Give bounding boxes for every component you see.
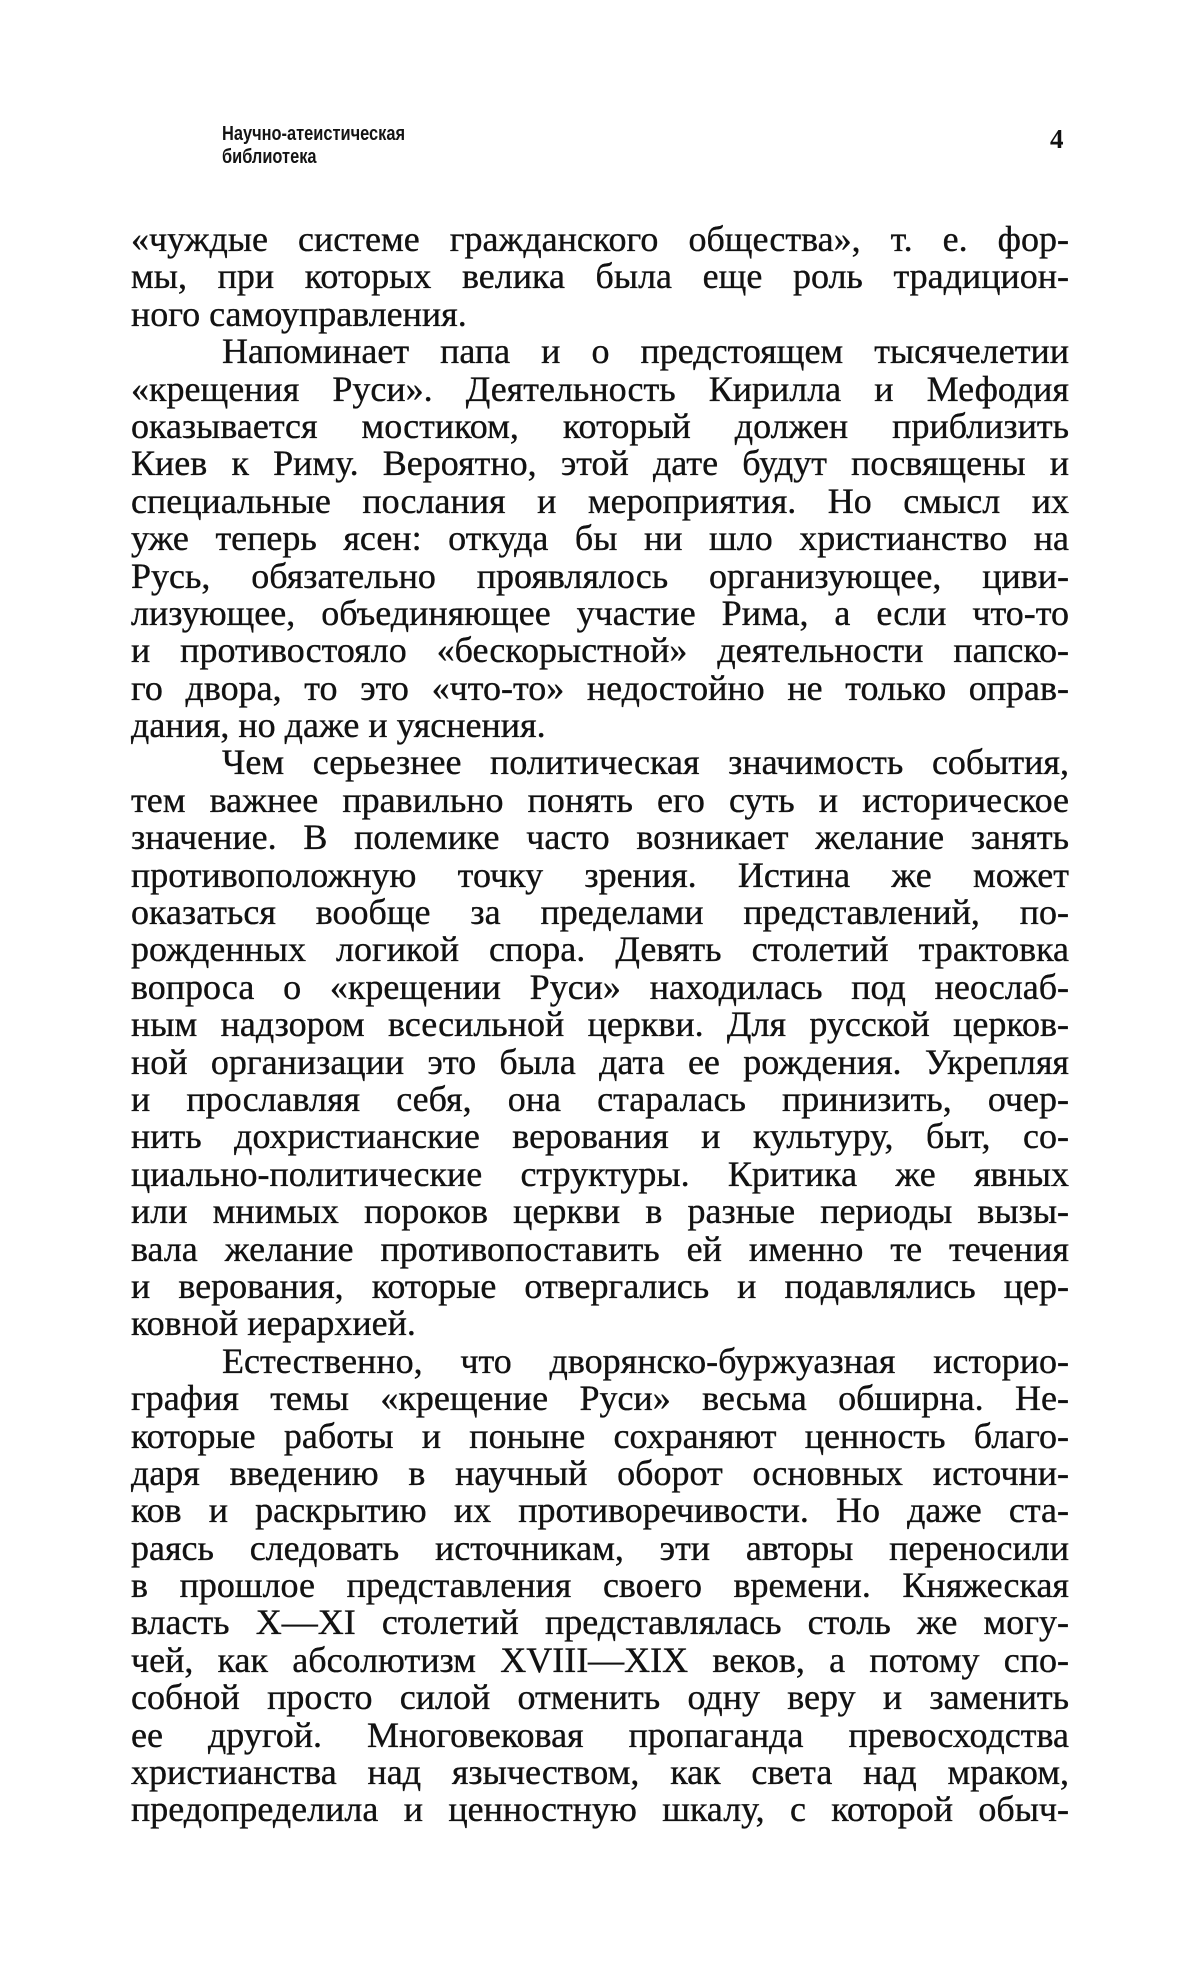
page-number: 4 — [1050, 124, 1064, 154]
series-title-line: библиотека — [222, 146, 317, 168]
text-line: уже теперь ясен: откуда бы ни шло христианство на — [131, 518, 1069, 559]
text-line: в прошлое представления своего времени. Княжеская — [131, 1565, 1069, 1606]
text-line: оказаться вообще за пределами представлений, по- — [131, 892, 1069, 933]
text-line: раясь следовать источникам, эти авторы переносили — [131, 1527, 1069, 1568]
text-line: вала желание противопоставить ей именно те течения — [131, 1228, 1069, 1269]
text-line: и противостояло «бескорыстной» деятельности папско- — [131, 630, 1069, 671]
text-line: рожденных логикой спора. Девять столетий трактовка — [131, 929, 1069, 970]
series-title — [222, 123, 405, 169]
text-line: ковной иерархией. — [131, 1303, 416, 1344]
text-line: или мнимых пороков церкви в разные периоды вызы- — [131, 1191, 1069, 1232]
text-line: Естественно, что дворянско-буржуазная историо- — [222, 1340, 1069, 1381]
text-line: «чуждые системе гражданского общества», т. е. фор- — [131, 219, 1069, 259]
text-line: го двора, то это «что-то» недостойно не только оправ- — [131, 667, 1069, 708]
text-line: нить дохристианские верования и культуру, быт, со- — [131, 1116, 1069, 1157]
text-line: противоположную точку зрения. Истина же может — [131, 854, 1069, 895]
text-line: тем важнее правильно понять его суть и историческое — [131, 779, 1069, 820]
text-line: и верования, которые отвергались и подавлялись цер- — [131, 1265, 1069, 1306]
body-text — [131, 221, 1069, 1829]
text-line: Русь, обязательно проявлялось организующее, циви- — [131, 555, 1069, 596]
text-line: ным надзором всесильной церкви. Для русской церков- — [131, 1004, 1069, 1045]
text-line: циально-политические структуры. Критика же явных — [131, 1153, 1069, 1194]
text-line: ной организации это была дата ее рождения. Укрепляя — [131, 1041, 1069, 1082]
series-title-line: Научно-атеистическая — [222, 123, 406, 145]
text-line: вопроса о «крещении Руси» находилась под неослаб- — [131, 966, 1069, 1007]
text-line: ее другой. Многовековая пропаганда превосходства — [131, 1714, 1069, 1755]
text-line: Напоминает папа и о предстоящем тысячелетии — [222, 331, 1069, 372]
text-line: и прославляя себя, она старалась принизить, очер- — [131, 1078, 1069, 1119]
text-line: предопределила и ценностную шкалу, с которой обыч- — [131, 1789, 1069, 1830]
paragraph — [131, 221, 1069, 333]
text-line: лизующее, объединяющее участие Рима, а если что-то — [131, 592, 1069, 633]
text-line: графия темы «крещение Руси» весьма обширна. Не- — [131, 1378, 1069, 1419]
text-line: христианства над язычеством, как света над мраком, — [131, 1752, 1069, 1793]
text-line: чей, как абсолютизм XVIII—XIX веков, а потому спо- — [131, 1639, 1069, 1680]
paragraph — [131, 1340, 1069, 1830]
paragraph — [131, 744, 1069, 1342]
text-line: власть X—XI столетий представлялась столь же могу- — [131, 1602, 1069, 1643]
text-line: мы, при которых велика была еще роль традицион- — [131, 256, 1069, 297]
text-line: ного самоуправления. — [131, 293, 467, 334]
text-line: специальные послания и мероприятия. Но смысл их — [131, 480, 1069, 521]
text-line: «крещения Руси». Деятельность Кирилла и Мефодия — [131, 368, 1069, 409]
text-line: которые работы и поныне сохраняют ценность благо- — [131, 1415, 1069, 1456]
text-line: собной просто силой отменить одну веру и заменить — [131, 1677, 1069, 1718]
text-line: дания, но даже и уяснения. — [131, 705, 546, 746]
paragraph — [131, 333, 1069, 744]
text-line: значение. В полемике часто возникает желание занять — [131, 817, 1069, 858]
text-line: Киев к Риму. Вероятно, этой дате будут посвящены и — [131, 443, 1069, 484]
text-line: ков и раскрытию их противоречивости. Но даже ста- — [131, 1490, 1069, 1531]
text-line: Чем серьезнее политическая значимость события, — [222, 742, 1069, 783]
text-line: оказывается мостиком, который должен приблизить — [131, 405, 1069, 446]
text-line: даря введению в научный оборот основных источни- — [131, 1452, 1069, 1493]
